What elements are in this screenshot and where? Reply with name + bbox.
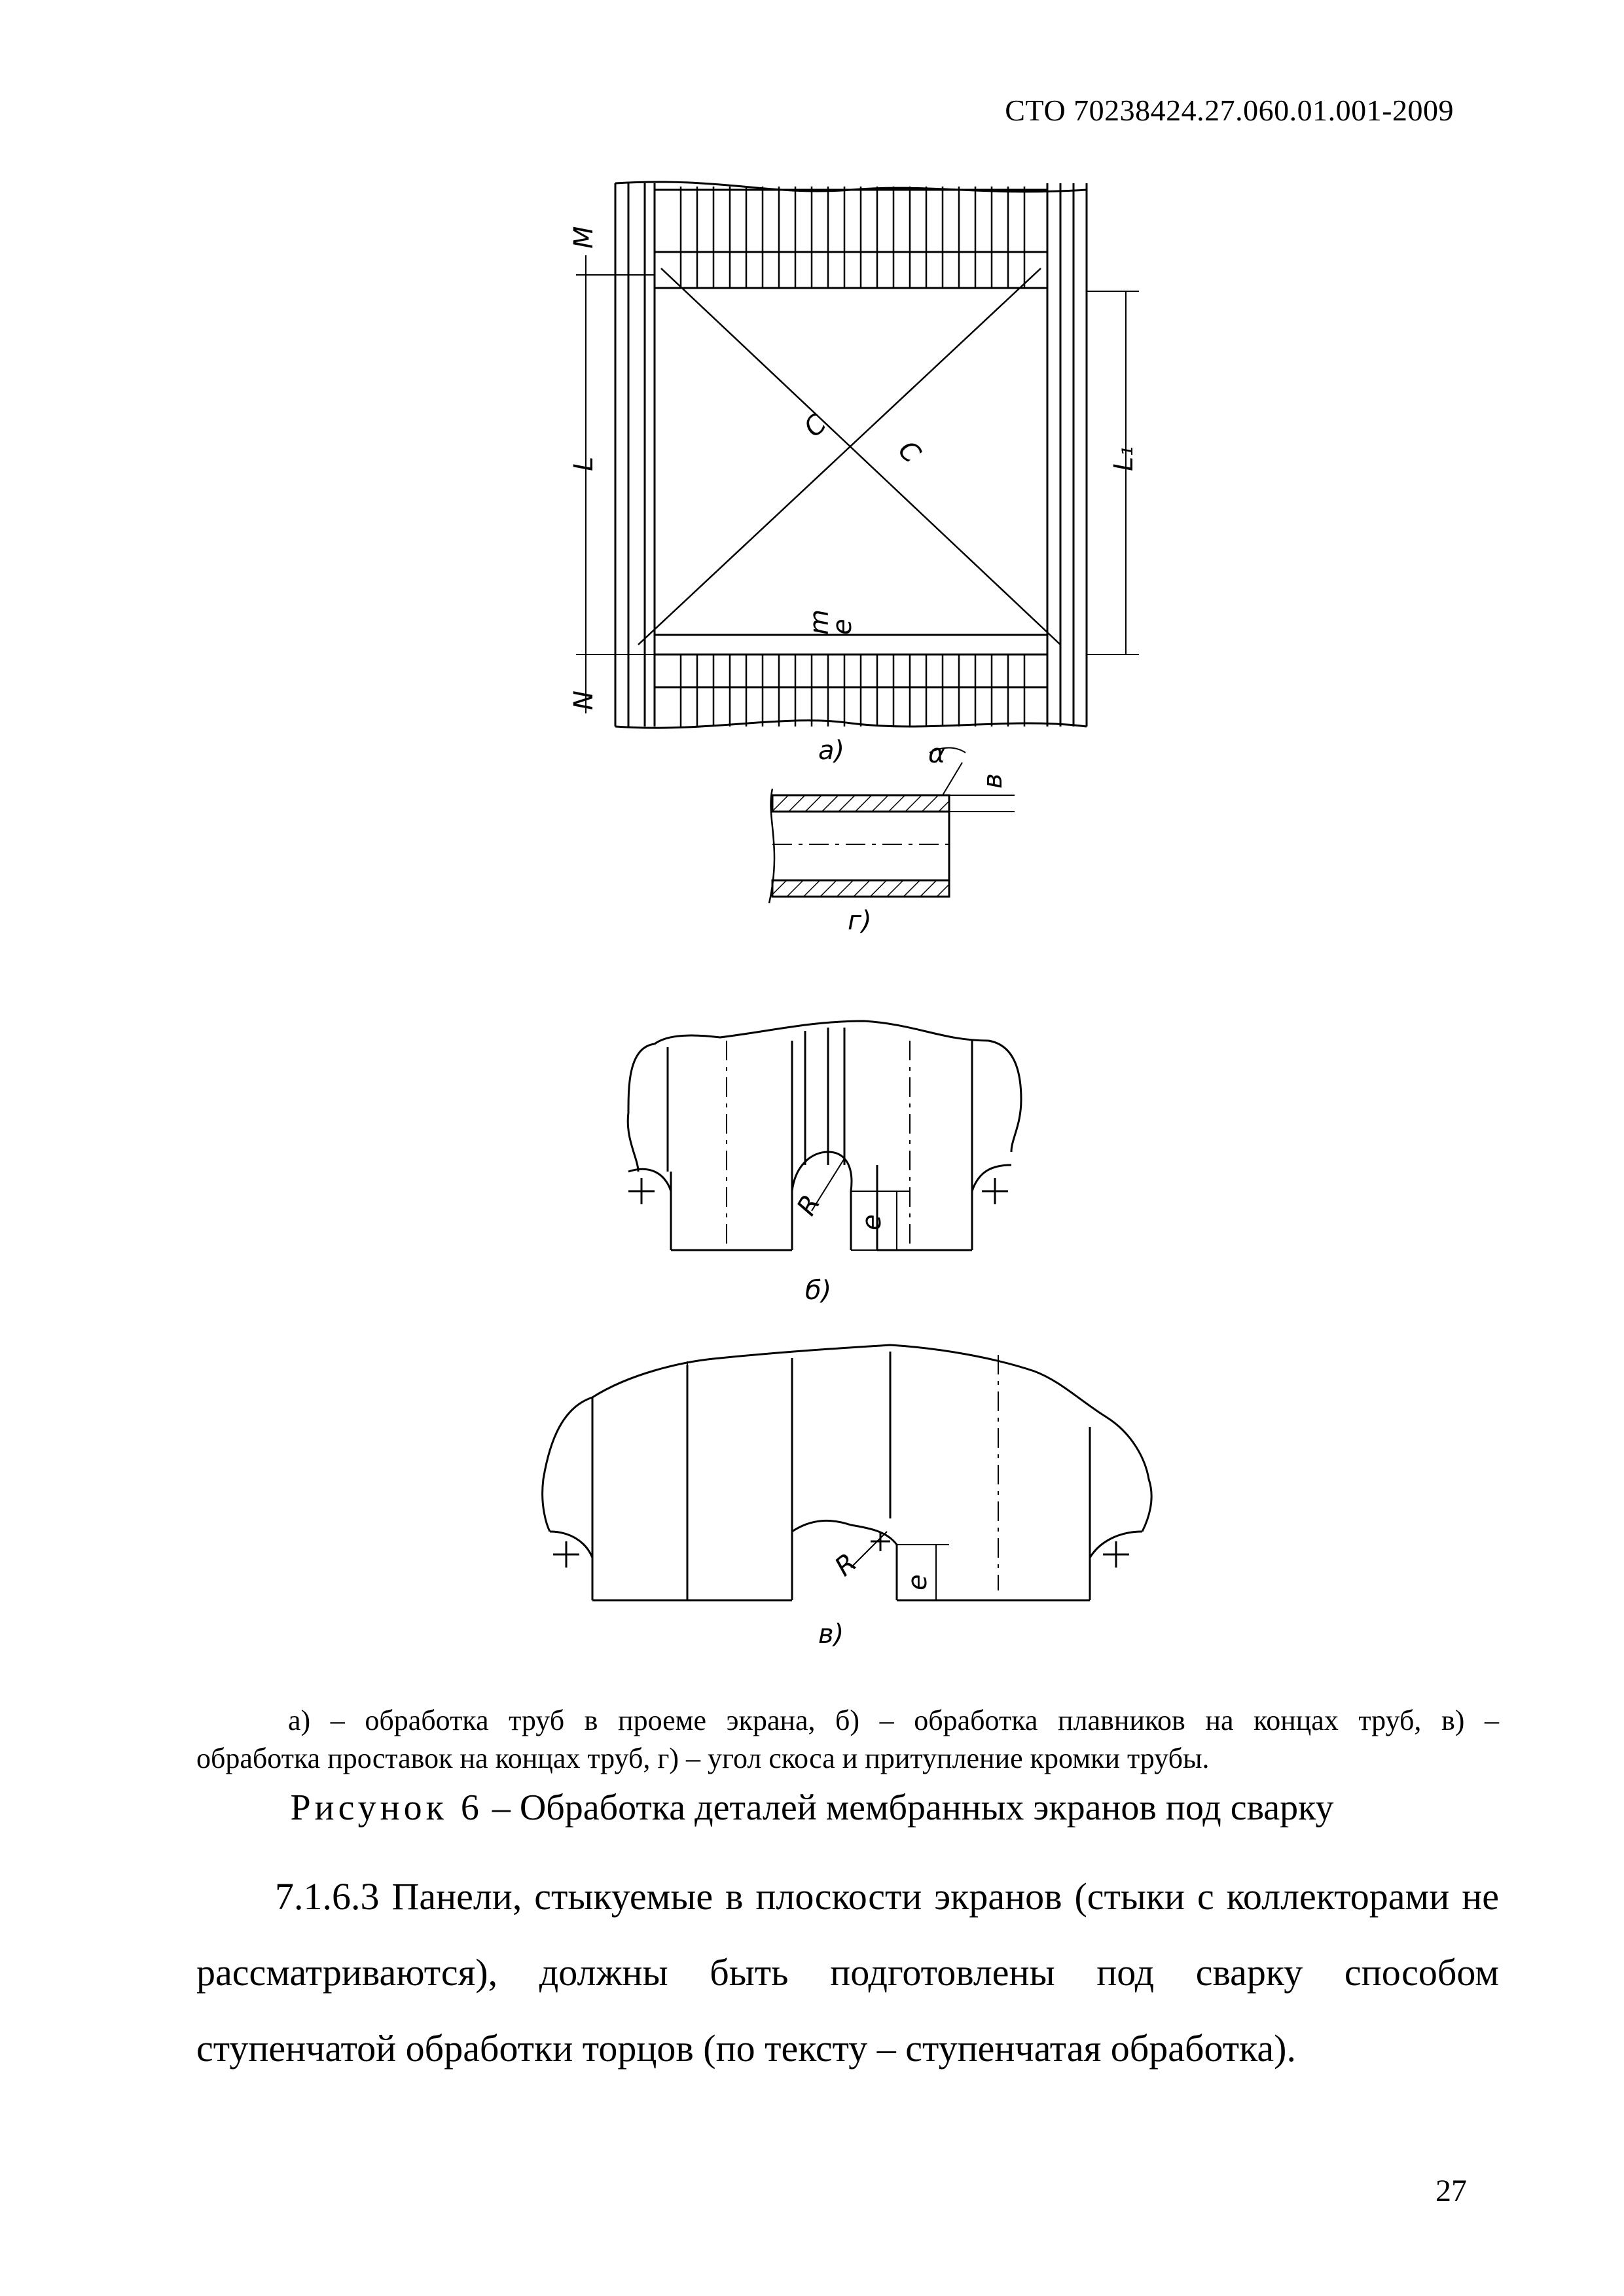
dim-alpha: α (928, 739, 946, 769)
paragraph-line-1: 7.1.6.3 Панели, стыкуемые в плоскости экранов (стыки с коллекторами не (275, 1875, 1499, 1918)
drawing-g (769, 748, 1015, 904)
figure-title-text: – Обработка деталей мембранных экранов под сварку (482, 1787, 1334, 1828)
figure-legend-line-1: а) – обработка труб в проеме экрана, б) – обработка плавников на концах труб, в) – (288, 1704, 1499, 1736)
label-a: а) (818, 736, 845, 766)
label-v: в) (818, 1619, 844, 1649)
drawing-b (628, 1021, 1021, 1250)
dim-L: L (569, 456, 599, 471)
figure-legend-line-2: обработка проставок на концах труб, г) – угол скоса и притупление кромки трубы. (196, 1742, 1210, 1774)
page-number: 27 (1435, 2174, 1467, 2208)
label-g: г) (848, 906, 872, 936)
dim-C-left: C (798, 408, 833, 444)
paragraph-line-3: ступенчатой обработки торцов (по тексту – ступенчатая обработка). (196, 2027, 1296, 2070)
drawing-a (576, 182, 1139, 728)
dim-m: m (804, 609, 835, 635)
dim-e: e (827, 619, 857, 635)
dim-R-b: R (791, 1189, 827, 1221)
label-b: б) (805, 1276, 832, 1306)
dim-M: M (569, 226, 599, 249)
paragraph-line-2: рассматриваются), должны быть подготовлены под сварку способом (196, 1951, 1499, 1994)
dim-L1: L₁ (1109, 446, 1139, 471)
dim-e-b: e (857, 1214, 887, 1230)
dim-b-bevel: в (978, 773, 1008, 789)
figure-title (0, 1787, 1624, 1829)
dim-R-v: R (829, 1547, 863, 1583)
dim-C-right: C (892, 435, 927, 469)
figure-title-prefix: Рисунок 6 (290, 1787, 483, 1828)
dim-e-v: e (903, 1574, 933, 1590)
dim-N: N (569, 691, 599, 710)
document-code: СТО 70238424.27.060.01.001-2009 (1005, 94, 1454, 127)
